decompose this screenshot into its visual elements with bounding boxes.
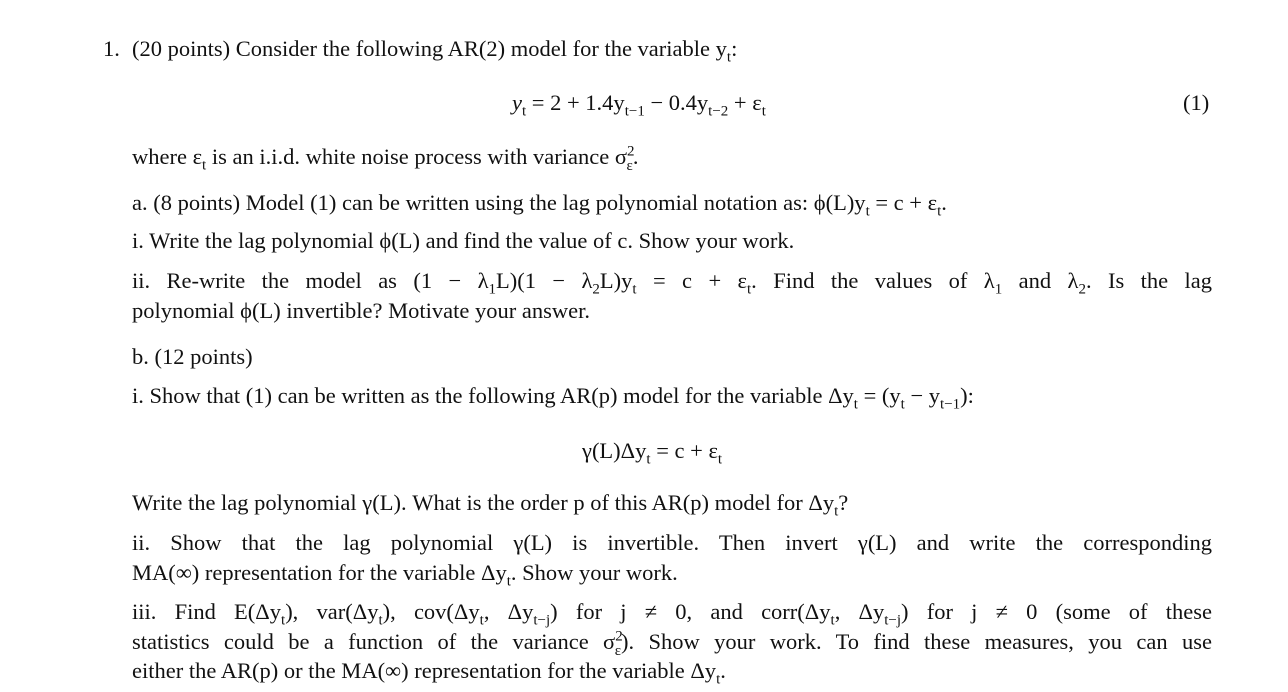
- b-i-s2: t: [900, 396, 905, 413]
- part-b-iii-line3: [132, 658, 726, 688]
- b-eq-t2: = c + ε: [650, 438, 718, 463]
- b-iii3-t1: either the AR(p) or the MA(∞) representation for the variable Δy: [132, 658, 717, 683]
- b-iii-t7: ) for j ≠ 0 (some of these: [901, 599, 1212, 624]
- a-ii-t3: L)y: [599, 268, 633, 293]
- eq-rhs-2: − 0.4y: [644, 90, 709, 115]
- b-iii3-t2: .: [720, 658, 726, 683]
- b-iii2-t1: statistics could be a function of the variance σ: [132, 629, 616, 654]
- b-iii2-sub: ε: [614, 642, 622, 659]
- a-ii-s3: t: [632, 281, 637, 298]
- b-i-s3: t−1: [940, 396, 961, 413]
- b-eq-s2: t: [717, 451, 723, 468]
- part-b-write: [132, 490, 849, 520]
- b-ii-t1: MA(∞) representation for the variable Δy: [132, 560, 507, 585]
- a-ii-t1: ii. Re-write the model as (1 − λ: [132, 268, 489, 293]
- b-iii-s5: t: [830, 612, 835, 629]
- where-sub-eps: ε: [626, 157, 633, 174]
- part-b-ii-line2: [132, 560, 678, 590]
- part-b-intro: b. (12 points): [132, 344, 253, 369]
- b-iii-s1: t: [281, 612, 286, 629]
- b-iii-t1: iii. Find E(Δy: [132, 599, 282, 624]
- part-a-intro-text: a. (8 points) Model (1) can be written using the lag polynomial notation as: ϕ(L)y: [132, 190, 866, 215]
- a-ii-s6: 2: [1078, 281, 1086, 298]
- b-write-s: t: [834, 503, 839, 520]
- where-text-1: where ε: [132, 144, 203, 169]
- part-a-ii-line2: polynomial ϕ(L) invertible? Motivate your answer.: [132, 298, 590, 323]
- part-b-iii-line2: [132, 628, 1212, 659]
- eq-rhs-3-sub: t: [761, 103, 766, 120]
- where-text-2: is an i.i.d. white noise process with variance σ: [206, 144, 627, 169]
- b-iii-s3: t: [479, 612, 484, 629]
- b-iii-t4: , Δy: [483, 599, 534, 624]
- b-iii-t5: ) for j ≠ 0, and corr(Δy: [550, 599, 831, 624]
- eq-rhs-1: = 2 + 1.4y: [526, 90, 625, 115]
- a-ii-s2: 2: [592, 281, 600, 298]
- part-b-i: [132, 383, 974, 413]
- b-i-t3: − y: [904, 383, 941, 408]
- a-ii-t6: and λ: [1002, 268, 1079, 293]
- where-sup: 2: [627, 143, 635, 160]
- b-ii-s: t: [506, 573, 511, 590]
- part-a-intro-sub-2: t: [937, 203, 942, 220]
- part-b-ii-line1: ii. Show that the lag polynomial γ(L) is invertible. Then invert γ(L) and write the corresponding: [132, 530, 1212, 555]
- part-a-ii-line1: [132, 268, 1213, 298]
- part-a-intro-text-2: = c + ε: [869, 190, 938, 215]
- where-end: .: [632, 144, 639, 169]
- eq-lhs: y: [512, 90, 522, 115]
- eq-rhs-1-sub: t−1: [624, 103, 645, 120]
- part-a-intro: [132, 190, 947, 220]
- a-ii-t5: . Find the values of λ: [751, 268, 995, 293]
- part-b-iii-line1: [132, 599, 1212, 629]
- part-a-intro-end: .: [941, 190, 947, 215]
- where-sub: t: [202, 157, 207, 174]
- b-i-t1: i. Show that (1) can be written as the following AR(p) model for the variable Δy: [132, 383, 854, 408]
- b-iii-t2: ), var(Δy: [285, 599, 379, 624]
- equation-tag: (1): [1183, 90, 1210, 115]
- problem-number: 1.: [103, 36, 120, 61]
- b-iii3-s: t: [716, 671, 721, 688]
- a-ii-s1: 1: [488, 281, 496, 298]
- b-iii-s6: t−j: [884, 612, 902, 629]
- b-i-t2: = (y: [857, 383, 901, 408]
- b-iii-s2: t: [378, 612, 383, 629]
- part-a-i: i. Write the lag polynomial ϕ(L) and find the value of c. Show your work.: [132, 228, 795, 253]
- header-end: :: [731, 36, 738, 61]
- b-eq-t1: γ(L)Δy: [582, 438, 647, 463]
- b-write-t1: Write the lag polynomial γ(L). What is the order p of this AR(p) model for Δy: [132, 490, 835, 515]
- part-a-intro-sub: t: [865, 203, 870, 220]
- eq-lhs-sub: t: [522, 103, 527, 120]
- b-iii-s4: t−j: [533, 612, 551, 629]
- a-ii-s4: t: [747, 281, 752, 298]
- header-sub: t: [726, 49, 732, 66]
- problem-header: [132, 36, 738, 66]
- b-i-s1: t: [853, 396, 858, 413]
- b-iii2-t2: ). Show your work. To find these measures, you can use: [621, 629, 1212, 654]
- equation-1: [512, 90, 766, 120]
- b-iii-t3: ), cov(Δy: [382, 599, 480, 624]
- b-iii-t6: , Δy: [834, 599, 885, 624]
- eq-rhs-3: + ε: [728, 90, 762, 115]
- eq-rhs-2-sub: t−2: [708, 103, 729, 120]
- a-ii-s5: 1: [994, 281, 1003, 298]
- b-write-t2: ?: [838, 490, 849, 515]
- b-eq-s1: t: [646, 451, 651, 468]
- a-ii-t7: . Is the lag: [1085, 268, 1213, 293]
- a-ii-t2: L)(1 − λ: [496, 268, 593, 293]
- where-line: [132, 143, 639, 174]
- b-i-t4: ):: [960, 383, 974, 408]
- b-iii2-sup: 2: [615, 628, 623, 645]
- header-text: (20 points) Consider the following AR(2) model for the variable y: [132, 36, 727, 61]
- part-b-equation: [582, 438, 723, 468]
- a-ii-t4: = c + ε: [636, 268, 747, 293]
- b-ii-t2: . Show your work.: [510, 560, 678, 585]
